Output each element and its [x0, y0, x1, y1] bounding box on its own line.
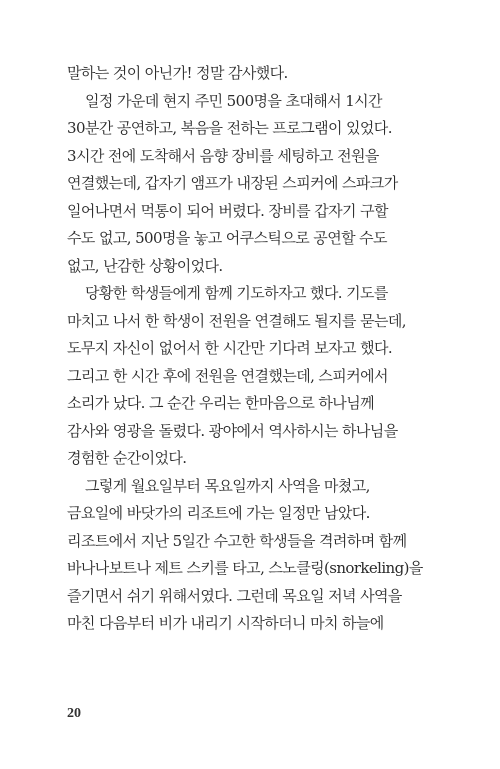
- text-line: 금요일에 바닷가의 리조트에 가는 일정만 남았다.: [67, 504, 370, 522]
- text-line: 즐기면서 쉬기 위해서였다. 그런데 목요일 저녁 사역을: [67, 586, 402, 605]
- text-line: 3시간 전에 도착해서 음향 장비를 세팅하고 전원을: [67, 146, 379, 165]
- page-body-text: [67, 60, 439, 638]
- text-line: 바나나보트나 제트 스키를 타고, 스노클링(snorkeling)을: [67, 559, 423, 577]
- text-line: 마친 다음부터 비가 내리기 시작하더니 마치 하늘에: [67, 614, 384, 632]
- paragraph-first-line: 그렇게 월요일부터 목요일까지 사역을 마쳤고,: [85, 476, 370, 495]
- text-line: 경험한 순간이었다.: [67, 449, 187, 467]
- text-line: 도무지 자신이 없어서 한 시간만 기다려 보자고 했다.: [67, 339, 393, 357]
- text-line: 말하는 것이 아닌가! 정말 감사했다.: [67, 64, 288, 82]
- text-line: 마치고 나서 한 학생이 전원을 연결해도 될지를 묻는데,: [67, 311, 406, 330]
- text-line: 일어나면서 먹통이 되어 버렸다. 장비를 갑자기 구할: [67, 201, 388, 220]
- text-line: 리조트에서 지난 5일간 수고한 학생들을 격려하며 함께: [67, 531, 407, 550]
- text-line: 수도 없고, 500명을 놓고 어쿠스틱으로 공연할 수도: [67, 229, 387, 247]
- text-line: 30분간 공연하고, 복음을 전하는 프로그램이 있었다.: [67, 119, 392, 137]
- text-line: 소리가 났다. 그 순간 우리는 한마음으로 하나님께: [67, 394, 374, 412]
- page-number: 20: [67, 706, 81, 721]
- text-line: 감사와 영광을 돌렸다. 광야에서 역사하시는 하나님을: [67, 421, 398, 440]
- text-line: 그리고 한 시간 후에 전원을 연결했는데, 스피커에서: [67, 366, 388, 385]
- text-line: 없고, 난감한 상황이었다.: [67, 256, 223, 275]
- text-line: 연결했는데, 갑자기 앰프가 내장된 스피커에 스파크가: [67, 174, 398, 192]
- paragraph-first-line: 당황한 학생들에게 함께 기도하자고 했다. 기도를: [85, 284, 388, 302]
- paragraph-first-line: 일정 가운데 현지 주민 500명을 초대해서 1시간: [85, 91, 382, 110]
